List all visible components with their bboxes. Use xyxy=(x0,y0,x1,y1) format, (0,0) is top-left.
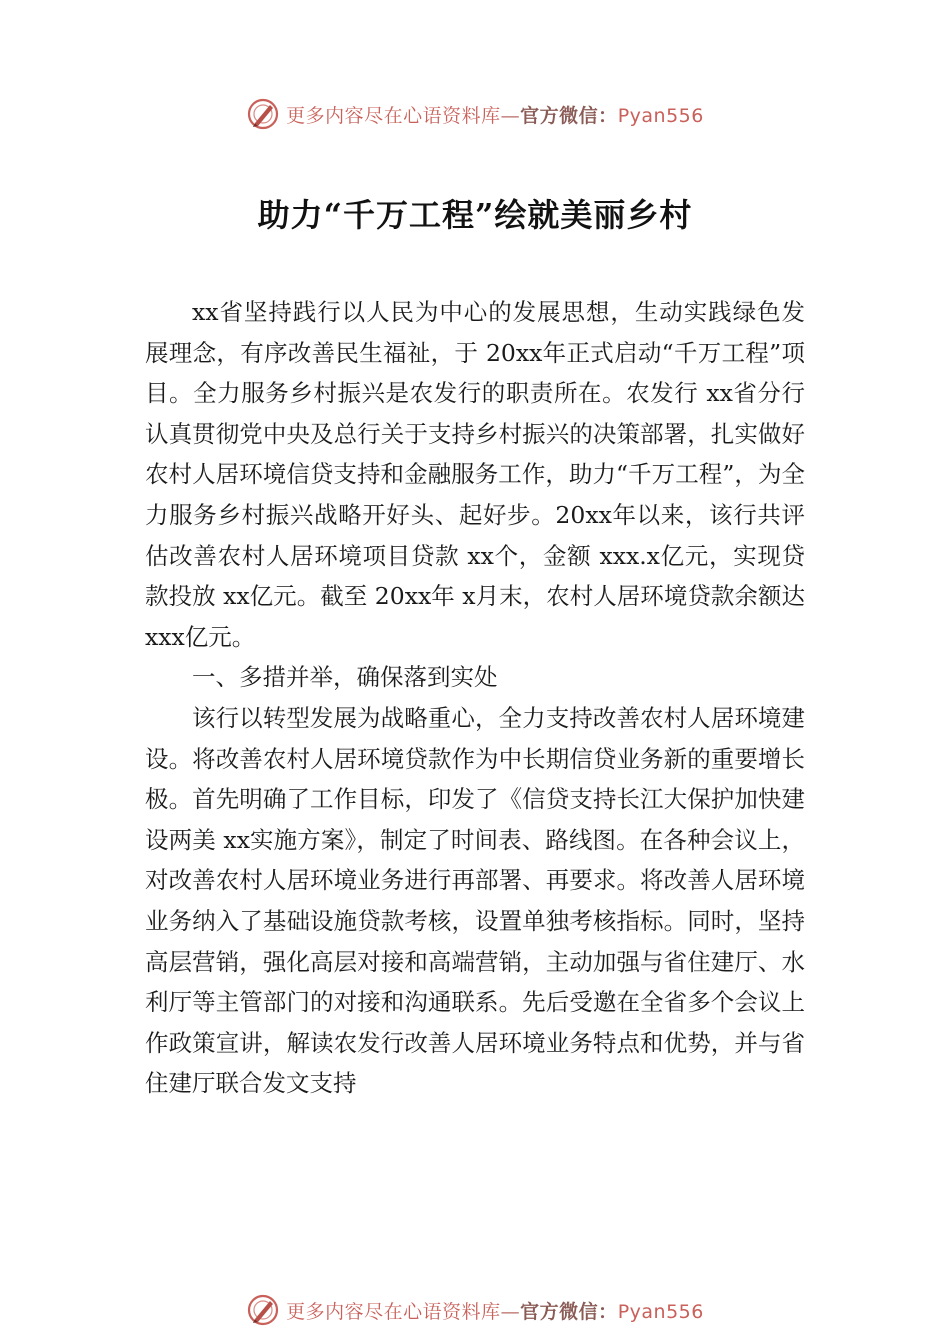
document-body xyxy=(145,292,805,1104)
footer-watermark xyxy=(0,1290,950,1330)
watermark-text xyxy=(286,1297,704,1324)
watermark-dash: — xyxy=(500,1300,521,1323)
pen-logo-icon xyxy=(246,1293,280,1327)
watermark-wechat-label: 官方微信： xyxy=(520,1300,618,1323)
watermark-site: 更多内容尽在心语资料库 xyxy=(286,104,501,127)
watermark-dash: — xyxy=(500,104,521,127)
watermark-wechat-id: Pyan556 xyxy=(617,104,704,127)
section-heading-1: 一、多措并举，确保落到实处 xyxy=(192,663,498,692)
watermark-site: 更多内容尽在心语资料库 xyxy=(286,1300,501,1323)
watermark-text xyxy=(286,101,704,128)
paragraph-section-1: 该行以转型发展为战略重心，全力支持改善农村人居环境建设。将改善农村人居环境贷款作为中长期信贷业务新的重要增长极。首先明确了工作目标，印发了《信贷支持长江大保护加快建设两美 xx实施方案》，制定了时间表、路线图。在各种会议上，对改善农村人居环境业务进行再部署、再要求。将改善人居环境业务纳入了基础设施贷款考核，设置单独考核指标。同时，坚持高层营销，强化高层对接和高端营销，主动加强与省住建厅、水利厅等主管部门的对接和沟通联系。先后受邀在全省多个会议上作政策宣讲，解读农发行改善人居环境业务特点和优势，并与省住建厅联合发文支持 xyxy=(145,703,805,1098)
watermark-wechat-id: Pyan556 xyxy=(617,1300,704,1323)
watermark-wechat-label: 官方微信： xyxy=(520,104,618,127)
document-title: 助力“千万工程”绘就美丽乡村 xyxy=(257,196,693,234)
header-watermark xyxy=(0,94,950,134)
paragraph-intro: xx省坚持践行以人民为中心的发展思想，生动实践绿色发展理念，有序改善民生福祉，于 20xx年正式启动“千万工程”项目。全力服务乡村振兴是农发行的职责所在。农发行 xx省分行认真贯彻党中央及总行关于支持乡村振兴的决策部署，扎实做好农村人居环境信贷支持和金融服务工作，助力“千万工程”，为全力服务乡村振兴战略开好头、起好步。20xx年以来，该行共评估改善农村人居环境项目贷款 xx个，金额 xxx.x亿元，实现贷款投放 xx亿元。截至 20xx年 x月末，农村人居环境贷款余额达 xxx亿元。 xyxy=(145,298,805,651)
pen-logo-icon xyxy=(246,97,280,131)
